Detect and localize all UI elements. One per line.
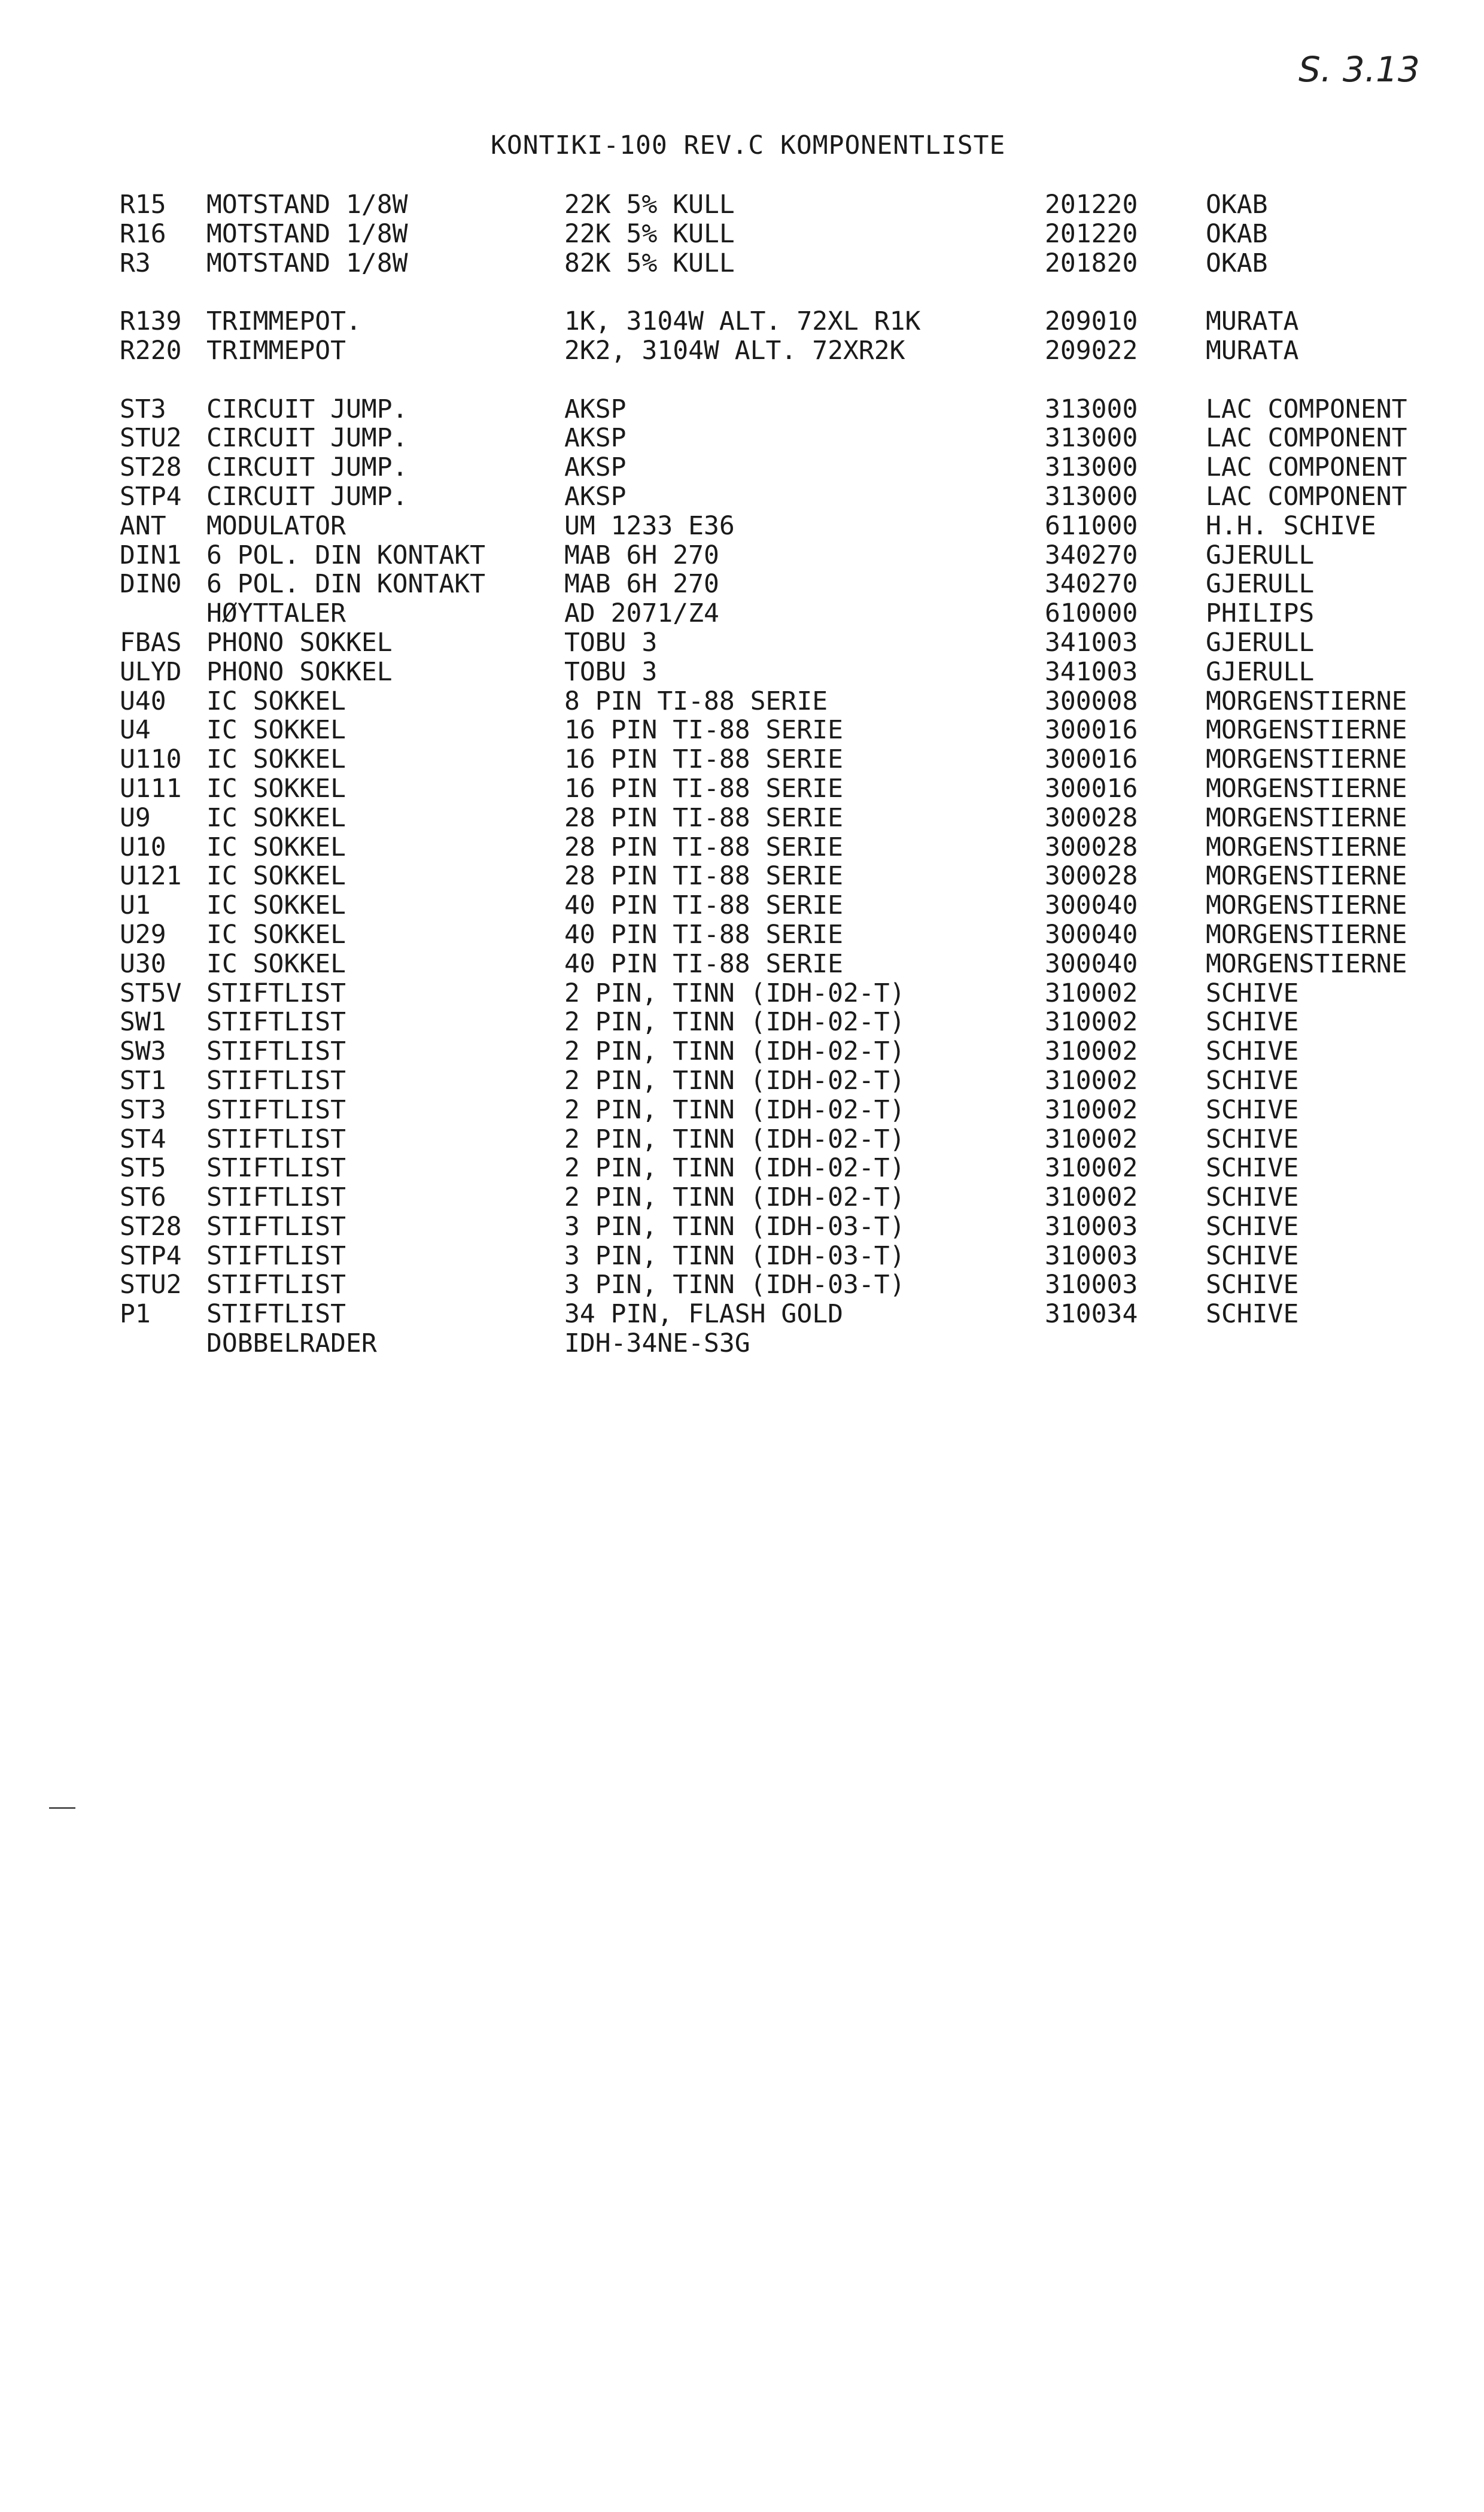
component-spec: AD 2071/Z4: [564, 598, 719, 629]
component-ref: R220: [120, 335, 182, 366]
supplier-name: SCHIVE: [1206, 1036, 1299, 1067]
component-ref: U1: [120, 890, 151, 921]
component-description: IC SOKKEL: [206, 948, 346, 979]
part-number: 300040: [1045, 919, 1138, 950]
part-number: 201220: [1045, 190, 1138, 220]
component-description: STIFTLIST: [206, 1124, 346, 1154]
supplier-name: SCHIVE: [1206, 1182, 1299, 1213]
supplier-name: MORGENSTIERNE: [1206, 686, 1407, 716]
supplier-name: H.H. SCHIVE: [1206, 510, 1376, 541]
component-spec: 2 PIN, TINN (IDH-02-T): [564, 1065, 905, 1096]
component-ref: R3: [120, 248, 151, 278]
component-description: STIFTLIST: [206, 1270, 346, 1300]
component-spec: 16 PIN TI-88 SERIE: [564, 773, 843, 804]
part-number: 300028: [1045, 861, 1138, 892]
component-ref: SW3: [120, 1036, 166, 1067]
component-description: IC SOKKEL: [206, 890, 346, 921]
component-row: [0, 512, 1484, 541]
part-number: 310002: [1045, 1094, 1138, 1125]
component-ref: R16: [120, 218, 166, 249]
component-description: DOBBELRADER: [206, 1328, 377, 1359]
component-description: TRIMMEPOT.: [206, 306, 361, 337]
component-spec: 22K 5% KULL: [564, 218, 735, 249]
component-row: [0, 1329, 1484, 1358]
part-number: 209010: [1045, 306, 1138, 337]
component-row: [0, 1270, 1484, 1300]
component-ref: U111: [120, 773, 182, 804]
component-spec: 2 PIN, TINN (IDH-02-T): [564, 978, 905, 1008]
component-row: [0, 716, 1484, 745]
component-spec: AKSP: [564, 481, 627, 512]
component-spec: 1K, 3104W ALT. 72XL R1K: [564, 306, 921, 337]
group-spacer: [0, 366, 1484, 395]
component-ref: FBAS: [120, 627, 182, 658]
supplier-name: MORGENSTIERNE: [1206, 744, 1407, 775]
component-spec: TOBU 3: [564, 627, 658, 658]
supplier-name: LAC COMPONENT: [1206, 452, 1407, 483]
component-row: [0, 1242, 1484, 1271]
component-description: STIFTLIST: [206, 1094, 346, 1125]
component-description: CIRCUIT JUMP.: [206, 452, 408, 483]
component-ref: DIN0: [120, 569, 182, 600]
component-row: [0, 891, 1484, 920]
component-description: IC SOKKEL: [206, 686, 346, 716]
part-number: 300008: [1045, 686, 1138, 716]
part-number: 340270: [1045, 569, 1138, 600]
supplier-name: SCHIVE: [1206, 1124, 1299, 1154]
supplier-name: MURATA: [1206, 306, 1299, 337]
component-description: PHONO SOKKEL: [206, 627, 393, 658]
component-spec: TOBU 3: [564, 656, 658, 687]
component-ref: ST28: [120, 1211, 182, 1242]
component-ref: U30: [120, 948, 166, 979]
part-number: 313000: [1045, 452, 1138, 483]
component-row: [0, 687, 1484, 716]
component-ref: ST6: [120, 1182, 166, 1213]
component-description: IC SOKKEL: [206, 744, 346, 775]
component-ref: U10: [120, 832, 166, 862]
component-description: HØYTTALER: [206, 598, 346, 629]
page-title: KONTIKI-100 REV.C KOMPONENTLISTE: [491, 130, 1006, 160]
component-spec: 40 PIN TI-88 SERIE: [564, 890, 843, 921]
part-number: 310003: [1045, 1211, 1138, 1242]
component-ref: ANT: [120, 510, 166, 541]
supplier-name: SCHIVE: [1206, 1065, 1299, 1096]
supplier-name: LAC COMPONENT: [1206, 481, 1407, 512]
component-description: MOTSTAND 1/8W: [206, 218, 408, 249]
supplier-name: SCHIVE: [1206, 1270, 1299, 1300]
part-number: 341003: [1045, 627, 1138, 658]
component-row: [0, 950, 1484, 979]
group-spacer: [0, 278, 1484, 307]
component-row: [0, 249, 1484, 278]
component-description: IC SOKKEL: [206, 861, 346, 892]
component-ref: DIN1: [120, 540, 182, 570]
component-ref: STU2: [120, 423, 182, 454]
component-ref: ULYD: [120, 656, 182, 687]
component-description: 6 POL. DIN KONTAKT: [206, 540, 485, 570]
component-row: [0, 1154, 1484, 1183]
component-description: STIFTLIST: [206, 1299, 346, 1330]
component-ref: R15: [120, 190, 166, 220]
supplier-name: OKAB: [1206, 218, 1268, 249]
component-spec: AKSP: [564, 423, 627, 454]
component-row: [0, 920, 1484, 950]
component-description: STIFTLIST: [206, 1240, 346, 1271]
component-row: [0, 804, 1484, 833]
component-description: CIRCUIT JUMP.: [206, 481, 408, 512]
part-number: 310002: [1045, 1007, 1138, 1038]
component-description: STIFTLIST: [206, 1153, 346, 1184]
component-description: STIFTLIST: [206, 1007, 346, 1038]
component-ref: U9: [120, 802, 151, 833]
component-spec: 2 PIN, TINN (IDH-02-T): [564, 1153, 905, 1184]
component-description: TRIMMEPOT: [206, 335, 346, 366]
component-spec: IDH-34NE-S3G: [564, 1328, 750, 1359]
supplier-name: SCHIVE: [1206, 1153, 1299, 1184]
component-row: [0, 453, 1484, 482]
component-ref: U110: [120, 744, 182, 775]
component-row: [0, 1008, 1484, 1037]
component-row: [0, 774, 1484, 804]
supplier-name: MORGENSTIERNE: [1206, 715, 1407, 746]
component-spec: 16 PIN TI-88 SERIE: [564, 715, 843, 746]
component-spec: 40 PIN TI-88 SERIE: [564, 948, 843, 979]
component-spec: MAB 6H 270: [564, 569, 719, 600]
component-row: [0, 599, 1484, 628]
part-number: 300040: [1045, 948, 1138, 979]
component-row: [0, 482, 1484, 512]
component-row: [0, 424, 1484, 453]
part-number: 310002: [1045, 978, 1138, 1008]
component-spec: AKSP: [564, 394, 627, 424]
supplier-name: GJERULL: [1206, 540, 1315, 570]
component-row: [0, 862, 1484, 891]
component-description: 6 POL. DIN KONTAKT: [206, 569, 485, 600]
part-number: 310002: [1045, 1182, 1138, 1213]
component-description: CIRCUIT JUMP.: [206, 423, 408, 454]
component-spec: 34 PIN, FLASH GOLD: [564, 1299, 843, 1330]
component-row: [0, 190, 1484, 220]
component-spec: 3 PIN, TINN (IDH-03-T): [564, 1240, 905, 1271]
part-number: 313000: [1045, 423, 1138, 454]
component-spec: 3 PIN, TINN (IDH-03-T): [564, 1270, 905, 1300]
component-spec: 2 PIN, TINN (IDH-02-T): [564, 1007, 905, 1038]
component-row: [0, 307, 1484, 336]
component-row: [0, 541, 1484, 570]
component-row: [0, 1096, 1484, 1125]
page-number: S. 3.13: [1298, 49, 1420, 90]
component-ref: ST28: [120, 452, 182, 483]
component-description: STIFTLIST: [206, 1182, 346, 1213]
component-ref: ST4: [120, 1124, 166, 1154]
component-ref: ST3: [120, 394, 166, 424]
component-description: IC SOKKEL: [206, 832, 346, 862]
supplier-name: SCHIVE: [1206, 978, 1299, 1008]
component-ref: STP4: [120, 1240, 182, 1271]
part-number: 313000: [1045, 481, 1138, 512]
component-spec: 22K 5% KULL: [564, 190, 735, 220]
component-description: CIRCUIT JUMP.: [206, 394, 408, 424]
supplier-name: SCHIVE: [1206, 1240, 1299, 1271]
part-number: 300016: [1045, 715, 1138, 746]
part-number: 310002: [1045, 1036, 1138, 1067]
supplier-name: OKAB: [1206, 248, 1268, 278]
component-description: MOTSTAND 1/8W: [206, 190, 408, 220]
supplier-name: SCHIVE: [1206, 1094, 1299, 1125]
component-row: [0, 220, 1484, 249]
component-row: [0, 336, 1484, 366]
part-number: 611000: [1045, 510, 1138, 541]
component-description: MODULATOR: [206, 510, 346, 541]
component-ref: ST5: [120, 1153, 166, 1184]
part-number: 313000: [1045, 394, 1138, 424]
component-spec: 40 PIN TI-88 SERIE: [564, 919, 843, 950]
component-description: IC SOKKEL: [206, 715, 346, 746]
component-spec: 2 PIN, TINN (IDH-02-T): [564, 1094, 905, 1125]
supplier-name: GJERULL: [1206, 569, 1315, 600]
component-ref: U29: [120, 919, 166, 950]
scan-mark: [49, 1807, 75, 1809]
supplier-name: MORGENSTIERNE: [1206, 890, 1407, 921]
component-description: IC SOKKEL: [206, 773, 346, 804]
component-row: [0, 1300, 1484, 1329]
component-spec: 3 PIN, TINN (IDH-03-T): [564, 1211, 905, 1242]
component-list: [0, 190, 1484, 1358]
component-spec: 2K2, 3104W ALT. 72XR2K: [564, 335, 905, 366]
component-row: [0, 1066, 1484, 1096]
component-row: [0, 658, 1484, 687]
supplier-name: MORGENSTIERNE: [1206, 948, 1407, 979]
component-ref: R139: [120, 306, 182, 337]
supplier-name: MORGENSTIERNE: [1206, 802, 1407, 833]
part-number: 310003: [1045, 1270, 1138, 1300]
component-description: STIFTLIST: [206, 978, 346, 1008]
part-number: 300016: [1045, 744, 1138, 775]
part-number: 340270: [1045, 540, 1138, 570]
part-number: 310003: [1045, 1240, 1138, 1271]
component-row: [0, 395, 1484, 424]
component-ref: P1: [120, 1299, 151, 1330]
part-number: 610000: [1045, 598, 1138, 629]
supplier-name: MORGENSTIERNE: [1206, 773, 1407, 804]
component-spec: 8 PIN TI-88 SERIE: [564, 686, 828, 716]
component-description: STIFTLIST: [206, 1065, 346, 1096]
component-spec: 28 PIN TI-88 SERIE: [564, 802, 843, 833]
supplier-name: MORGENSTIERNE: [1206, 919, 1407, 950]
supplier-name: OKAB: [1206, 190, 1268, 220]
component-ref: U40: [120, 686, 166, 716]
component-ref: ST3: [120, 1094, 166, 1125]
part-number: 310034: [1045, 1299, 1138, 1330]
part-number: 300028: [1045, 802, 1138, 833]
supplier-name: SCHIVE: [1206, 1007, 1299, 1038]
component-row: [0, 628, 1484, 658]
component-row: [0, 1212, 1484, 1242]
component-description: STIFTLIST: [206, 1211, 346, 1242]
component-spec: MAB 6H 270: [564, 540, 719, 570]
supplier-name: LAC COMPONENT: [1206, 394, 1407, 424]
component-ref: STP4: [120, 481, 182, 512]
part-number: 300040: [1045, 890, 1138, 921]
component-ref: U121: [120, 861, 182, 892]
supplier-name: SCHIVE: [1206, 1299, 1299, 1330]
part-number: 341003: [1045, 656, 1138, 687]
component-row: [0, 1037, 1484, 1066]
component-row: [0, 979, 1484, 1008]
component-ref: ST5V: [120, 978, 182, 1008]
supplier-name: SCHIVE: [1206, 1211, 1299, 1242]
component-spec: UM 1233 E36: [564, 510, 735, 541]
part-number: 201220: [1045, 218, 1138, 249]
component-row: [0, 833, 1484, 862]
component-description: IC SOKKEL: [206, 919, 346, 950]
component-spec: 2 PIN, TINN (IDH-02-T): [564, 1124, 905, 1154]
component-spec: 2 PIN, TINN (IDH-02-T): [564, 1182, 905, 1213]
part-number: 300016: [1045, 773, 1138, 804]
component-spec: 28 PIN TI-88 SERIE: [564, 832, 843, 862]
supplier-name: GJERULL: [1206, 627, 1315, 658]
component-ref: ST1: [120, 1065, 166, 1096]
component-row: [0, 1125, 1484, 1154]
component-row: [0, 745, 1484, 774]
supplier-name: LAC COMPONENT: [1206, 423, 1407, 454]
component-description: IC SOKKEL: [206, 802, 346, 833]
component-spec: AKSP: [564, 452, 627, 483]
supplier-name: GJERULL: [1206, 656, 1315, 687]
component-row: [0, 570, 1484, 599]
component-row: [0, 1183, 1484, 1212]
component-spec: 82K 5% KULL: [564, 248, 735, 278]
component-spec: 28 PIN TI-88 SERIE: [564, 861, 843, 892]
part-number: 310002: [1045, 1153, 1138, 1184]
supplier-name: MORGENSTIERNE: [1206, 832, 1407, 862]
part-number: 300028: [1045, 832, 1138, 862]
component-description: PHONO SOKKEL: [206, 656, 393, 687]
component-ref: SW1: [120, 1007, 166, 1038]
component-spec: 2 PIN, TINN (IDH-02-T): [564, 1036, 905, 1067]
supplier-name: PHILIPS: [1206, 598, 1315, 629]
component-description: MOTSTAND 1/8W: [206, 248, 408, 278]
part-number: 310002: [1045, 1124, 1138, 1154]
component-spec: 16 PIN TI-88 SERIE: [564, 744, 843, 775]
supplier-name: MORGENSTIERNE: [1206, 861, 1407, 892]
component-ref: U4: [120, 715, 151, 746]
supplier-name: MURATA: [1206, 335, 1299, 366]
part-number: 201820: [1045, 248, 1138, 278]
component-description: STIFTLIST: [206, 1036, 346, 1067]
part-number: 209022: [1045, 335, 1138, 366]
part-number: 310002: [1045, 1065, 1138, 1096]
component-ref: STU2: [120, 1270, 182, 1300]
